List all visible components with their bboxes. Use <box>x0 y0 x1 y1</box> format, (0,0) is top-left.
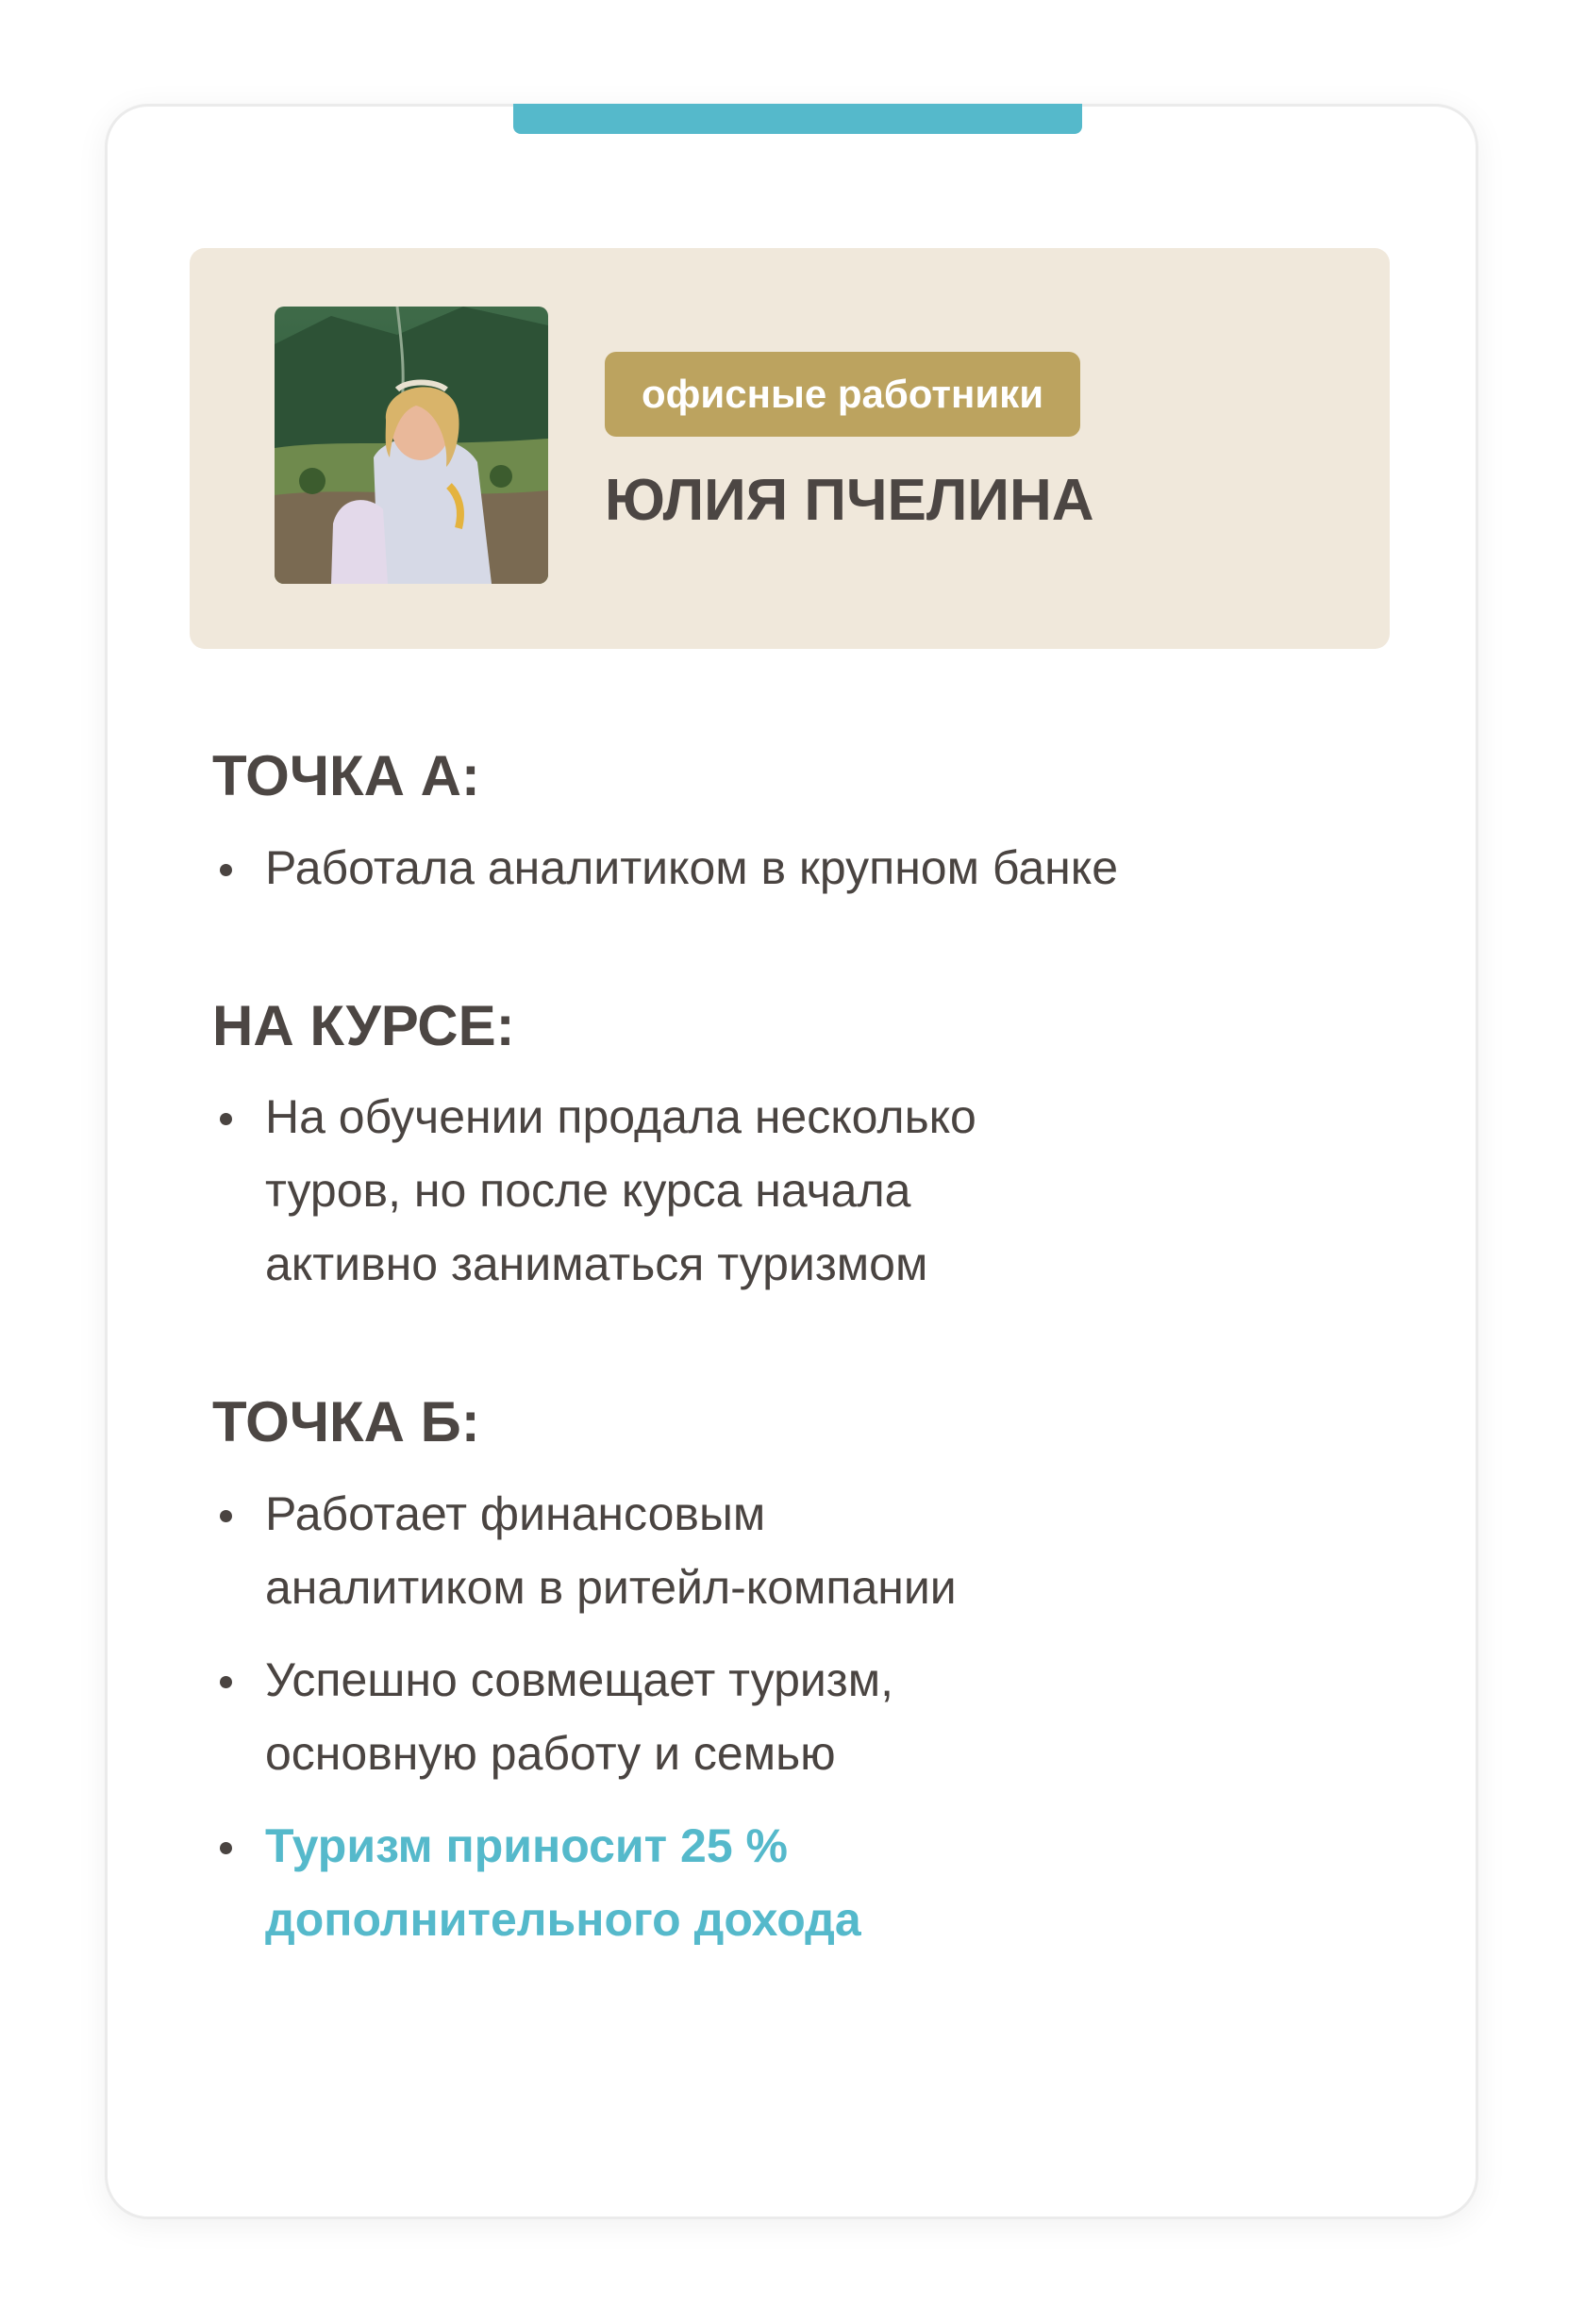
course-list <box>212 1080 1344 1301</box>
list-item <box>212 1080 1344 1301</box>
list-item-line: активно заниматься туризмом <box>265 1237 928 1290</box>
testimonial-card <box>105 104 1478 2219</box>
section-title-point-a: ТОЧКА А: <box>212 744 480 807</box>
list-item-line: дополнительного дохода <box>265 1893 861 1946</box>
point-a-list <box>212 831 1344 905</box>
list-item <box>212 831 1344 905</box>
list-item-highlight <box>212 1809 1344 1956</box>
section-title-course: НА КУРСЕ: <box>212 994 515 1057</box>
list-item-line: Успешно совмещает туризм, <box>265 1653 893 1706</box>
list-item-line: Работала аналитиком в крупном банке <box>265 841 1119 894</box>
list-item-line: На обучении продала несколько <box>265 1090 976 1143</box>
list-item-line: Туризм приносит 25 % <box>265 1819 789 1872</box>
list-item-line: туров, но после курса начала <box>265 1164 911 1217</box>
list-item <box>212 1643 1344 1790</box>
list-item-line: аналитиком в ритейл-компании <box>265 1561 957 1614</box>
point-b-list <box>212 1477 1344 1956</box>
person-name: ЮЛИЯ ПЧЕЛИНА <box>605 468 1094 533</box>
person-photo <box>275 307 548 584</box>
top-accent-bar <box>513 104 1082 134</box>
list-item-line: основную работу и семью <box>265 1727 836 1780</box>
photo-illustration <box>275 307 548 584</box>
section-title-point-b: ТОЧКА Б: <box>212 1390 480 1453</box>
list-item-line: Работает финансовым <box>265 1487 766 1540</box>
profile-panel <box>190 248 1390 649</box>
category-badge: офисные работники <box>605 352 1080 437</box>
list-item <box>212 1477 1344 1624</box>
